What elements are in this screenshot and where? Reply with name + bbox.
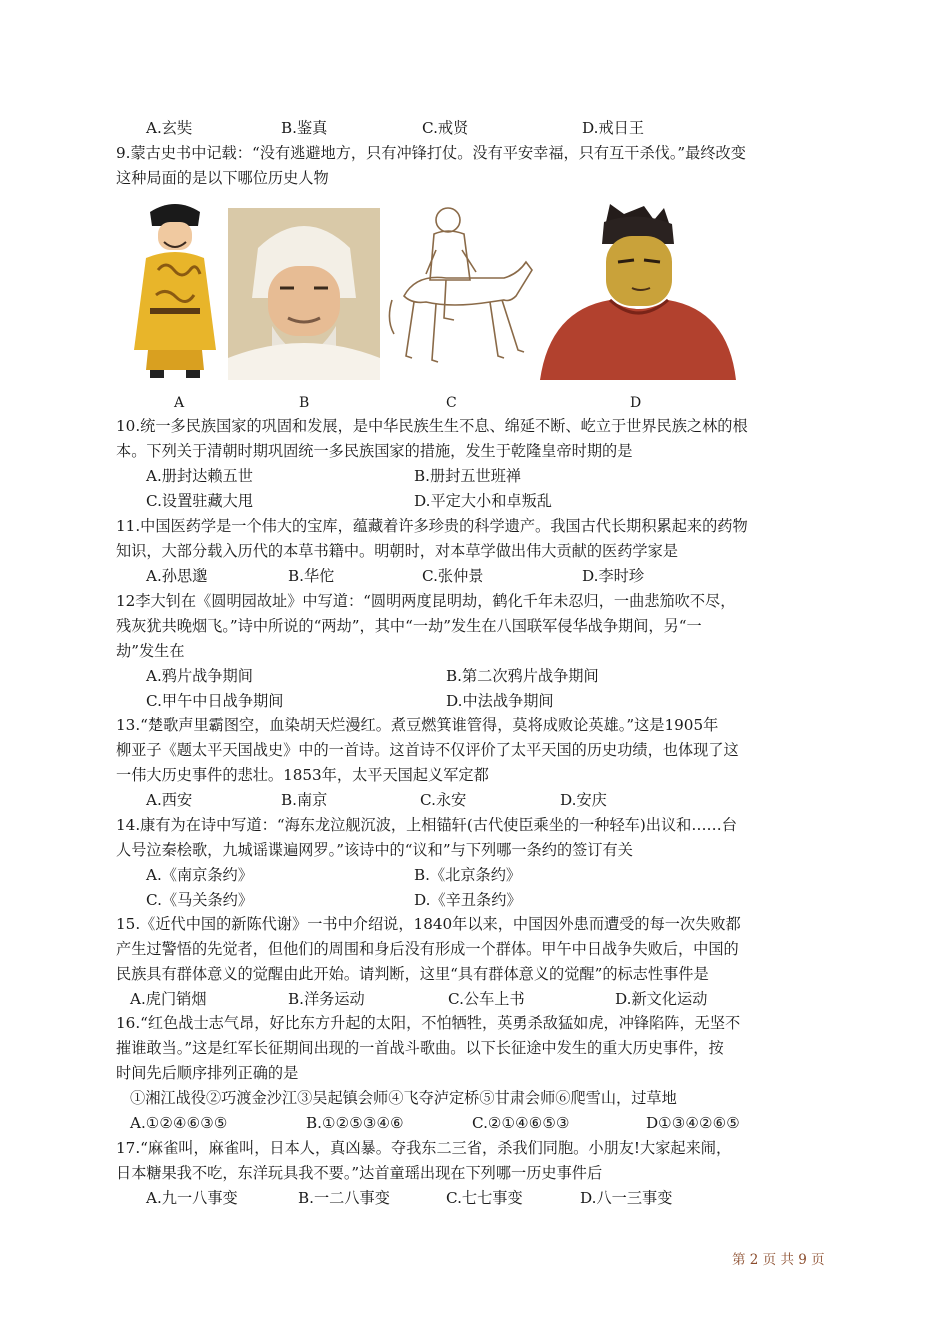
- q12-option-a: A.鸦片战争期间: [146, 667, 253, 685]
- q17-option-a: A.九一八事变: [146, 1189, 238, 1207]
- q12-option-c: C.甲午中日战争期间: [146, 692, 284, 710]
- q13-option-a: A.西安: [146, 791, 193, 809]
- q14-text-line: 14.康有为在诗中写道：“海东龙泣舰沉波，上相锚轩(古代使臣乘坐的一种轻车)出议和……台: [116, 816, 737, 834]
- q15-option-d: D.新文化运动: [615, 990, 708, 1008]
- q16-text-line: 16.“红色战士志气昂，好比东方升起的太阳，不怕牺牲，英勇杀敌猛如虎，冲锋陷阵，无坚不: [116, 1014, 741, 1032]
- q12-option-b: B.第二次鸦片战争期间: [446, 667, 599, 685]
- portrait-a-emperor-yellow-robe: [128, 200, 222, 380]
- q15-option-a: A.虎门销烟: [130, 990, 207, 1008]
- q8-option-d: D.戒日王: [582, 119, 645, 137]
- image-label-c: C: [446, 395, 457, 411]
- q15-option-b: B.洋务运动: [288, 990, 365, 1008]
- portrait-b-genghis-khan: [228, 208, 380, 380]
- q11-option-d: D.李时珍: [582, 567, 645, 585]
- q10-option-c: C.设置驻藏大甩: [146, 492, 254, 510]
- q16-text-line: 时间先后顺序排列正确的是: [116, 1064, 299, 1082]
- q9-text-line: 这种局面的是以下哪位历史人物: [116, 169, 329, 187]
- q12-text-line: 残灰犹共晚烟飞。”诗中所说的“两劫”，其中“一劫”发生在八国联军侵华战争期间，另“一: [116, 617, 702, 635]
- q11-text-line: 11.中国医药学是一个伟大的宝库，蕴藏着许多珍贵的科学遗产。我国古代长期积累起来的药物: [116, 517, 748, 535]
- q14-option-c: C.《马关条约》: [146, 891, 254, 909]
- q13-option-c: C.永安: [420, 791, 467, 809]
- q16-option-a: A.①②④⑥③⑤: [130, 1114, 228, 1132]
- q12-text-line: 劫”发生在: [116, 642, 185, 660]
- q11-option-b: B.华佗: [288, 567, 335, 585]
- q8-option-b: B.鉴真: [281, 119, 328, 137]
- q13-option-b: B.南京: [281, 791, 328, 809]
- q16-option-c: C.②①④⑥⑤③: [472, 1114, 570, 1132]
- q16-text-line: 摧谁敢当。”这是红军长征期间出现的一首战斗歌曲。以下长征途中发生的重大历史事件，按: [116, 1039, 724, 1057]
- q8-option-a: A.玄奘: [146, 119, 193, 137]
- q14-option-b: B.《北京条约》: [414, 866, 522, 884]
- image-label-b: B: [299, 395, 310, 411]
- image-label-d: D: [630, 395, 642, 411]
- q10-text-line: 本。下列关于清朝时期巩固统一多民族国家的措施，发生于乾隆皇帝时期的是: [116, 442, 633, 460]
- q17-option-c: C.七七事变: [446, 1189, 523, 1207]
- q14-text-line: 人号泣秦桧歌，九城谣谍遍网罗。”该诗中的“议和”与下列哪一条约的签订有关: [116, 841, 633, 859]
- q10-option-b: B.册封五世班禅: [414, 467, 522, 485]
- q13-text-line: 一伟大历史事件的悲壮。1853年，太平天国起义军定都: [116, 766, 489, 784]
- q17-text-line: 日本糖果我不吃，东洋玩具我不要。”达首童瑶出现在下列哪一历史事件后: [116, 1164, 603, 1182]
- portrait-d-emperor-red-robe: [540, 200, 736, 380]
- q10-option-d: D.平定大小和卓叛乱: [414, 492, 552, 510]
- q17-option-b: B.一二八事变: [298, 1189, 390, 1207]
- q17-text-line: 17.“麻雀叫，麻雀叫，日本人，真凶暴。夺我东二三省，杀我们同胞。小朋友!大家起来闹，: [116, 1139, 732, 1157]
- q11-option-a: A.孙思邈: [146, 567, 208, 585]
- q14-option-d: D.《辛丑条约》: [414, 891, 522, 909]
- q15-text-line: 产生过警悟的先觉者，但他们的周围和身后没有形成一个群体。甲午中日战争失败后，中国的: [116, 940, 739, 958]
- q9-text-line: 9.蒙古史书中记载：“没有逃避地方，只有冲锋打仗。没有平安幸福，只有互干杀伐。”最终改变: [116, 144, 746, 162]
- q16-option-d: D①③④②⑥⑤: [646, 1114, 740, 1132]
- q13-text-line: 柳亚子《题太平天国战史》中的一首诗。这首诗不仅评价了太平天国的历史功绩，也体现了这: [116, 741, 739, 759]
- page-number-footer: 第 2 页 共 9 页: [732, 1252, 825, 1268]
- q15-text-line: 15.《近代中国的新陈代谢》一书中介绍说，1840年以来，中国因外患而遭受的每一次失败都: [116, 915, 741, 933]
- q16-event-list: ①湘江战役②巧渡金沙江③吴起镇会师④飞夺泸定桥⑤甘肃会师⑥爬雪山，过草地: [130, 1089, 677, 1107]
- q8-option-c: C.戒贤: [422, 119, 469, 137]
- q10-text-line: 10.统一多民族国家的巩固和发展，是中华民族生生不息、绵延不断、屹立于世界民族之林的根: [116, 417, 748, 435]
- q10-option-a: A.册封达赖五世: [146, 467, 253, 485]
- q13-option-d: D.安庆: [560, 791, 607, 809]
- q16-option-b: B.①②⑤③④⑥: [306, 1114, 404, 1132]
- q11-option-c: C.张仲景: [422, 567, 484, 585]
- q11-text-line: 知识，大部分载入历代的本草书籍中。明朝时，对本草学做出伟大贡献的医药学家是: [116, 542, 678, 560]
- q13-text-line: 13.“楚歌声里霸图空，血染胡天烂漫红。煮豆燃箕谁管得，莫将成败论英雄。”这是1905年: [116, 716, 719, 734]
- q12-text-line: 12李大钊在《圆明园故址》中写道：“圆明两度昆明劫，鹤化千年未忍归，一曲悲笳吹不尽，: [116, 592, 736, 610]
- sketch-c-rider-on-horse: [386, 200, 536, 384]
- q17-option-d: D.八一三事变: [580, 1189, 673, 1207]
- q15-option-c: C.公车上书: [448, 990, 525, 1008]
- q15-text-line: 民族具有群体意义的觉醒由此开始。请判断，这里“具有群体意义的觉醒”的标志性事件是: [116, 965, 709, 983]
- q14-option-a: A.《南京条约》: [146, 866, 253, 884]
- image-label-a: A: [174, 395, 185, 411]
- q12-option-d: D.中法战争期间: [446, 692, 554, 710]
